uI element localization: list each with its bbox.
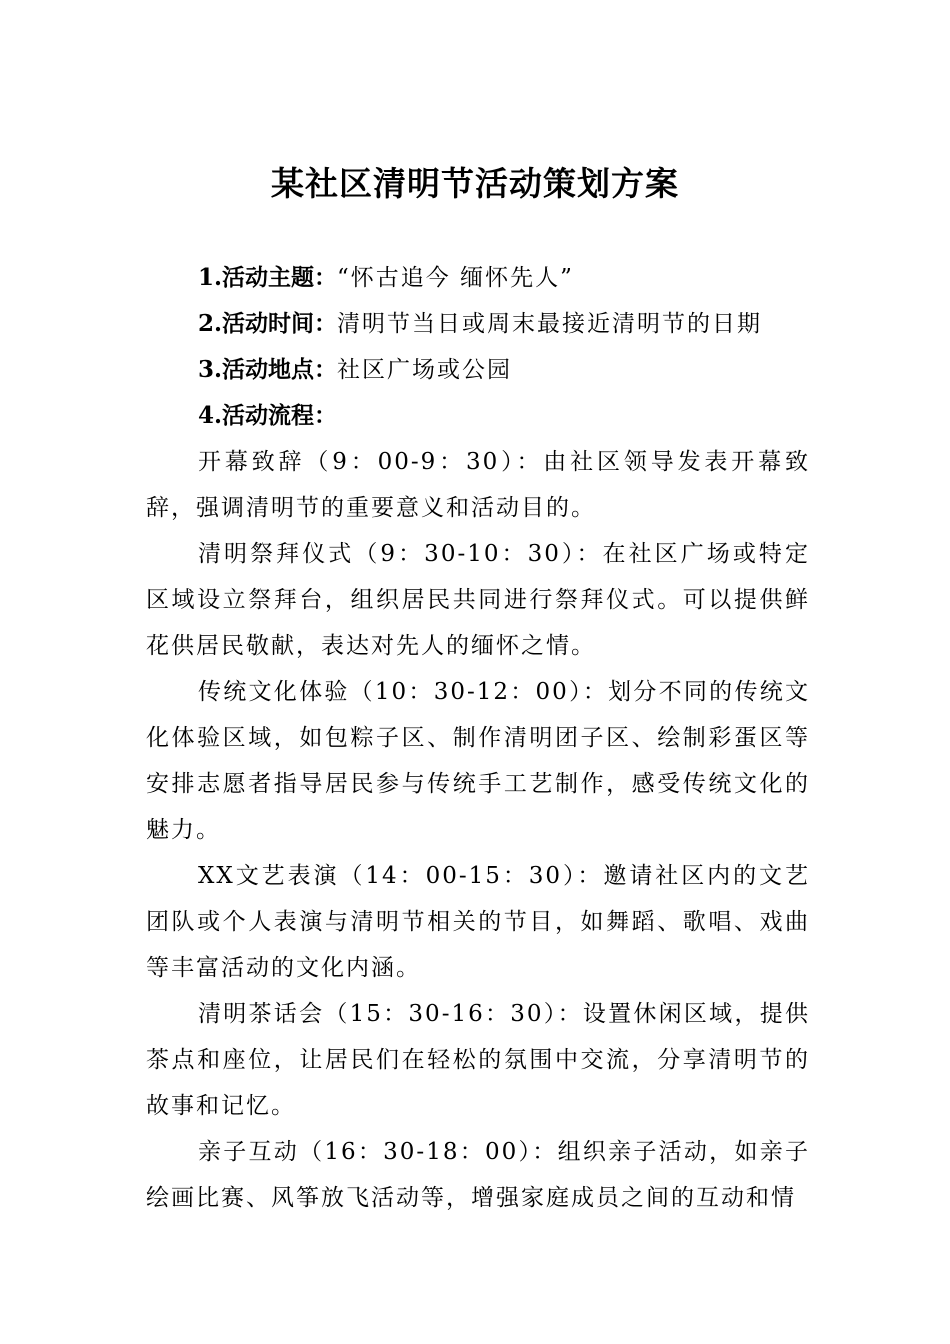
paragraph-parent-child: 亲子互动（16：30-18：00）：组织亲子活动，如亲子绘画比赛、风筝放飞活动等，增强家庭成员之间的互动和情 (146, 1139, 810, 1211)
item-label: 2.活动时间： (198, 310, 338, 337)
document-title: 某社区清明节活动策划方案 (271, 164, 679, 203)
activity-process (146, 393, 810, 439)
document-body (146, 255, 810, 1221)
activity-theme (146, 255, 810, 301)
item-value: 社区广场或公园 (337, 357, 513, 383)
paragraph-performance: XX文艺表演（14：00-15：30）：邀请社区内的文艺团队或个人表演与清明节相关的节目，如舞蹈、歌唱、戏曲等丰富活动的文化内涵。 (146, 863, 810, 981)
item-value: 清明节当日或周末最接近清明节的日期 (337, 311, 763, 337)
paragraph-worship-ceremony: 清明祭拜仪式（9：30-10：30）：在社区广场或特定区域设立祭拜台，组织居民共同进行祭拜仪式。可以提供鲜花供居民敬献，表达对先人的缅怀之情。 (146, 541, 810, 659)
paragraph-opening-speech: 开幕致辞（9：00-9：30）：由社区领导发表开幕致辞，强调清明节的重要意义和活动目的。 (146, 449, 810, 521)
paragraph-tea-party: 清明茶话会（15：30-16：30）：设置休闲区域，提供茶点和座位，让居民们在轻松的氛围中交流，分享清明节的故事和记忆。 (146, 1001, 810, 1119)
item-label: 3.活动地点： (198, 356, 338, 383)
item-label: 1.活动主题： (198, 264, 338, 291)
item-label: 4.活动流程： (198, 402, 338, 429)
item-value: “怀古追今 缅怀先人” (337, 265, 574, 291)
activity-time (146, 301, 810, 347)
activity-location (146, 347, 810, 393)
paragraph-culture-experience: 传统文化体验（10：30-12：00）：划分不同的传统文化体验区域，如包粽子区、制作清明团子区、绘制彩蛋区等安排志愿者指导居民参与传统手工艺制作，感受传统文化的魅力。 (146, 679, 810, 843)
